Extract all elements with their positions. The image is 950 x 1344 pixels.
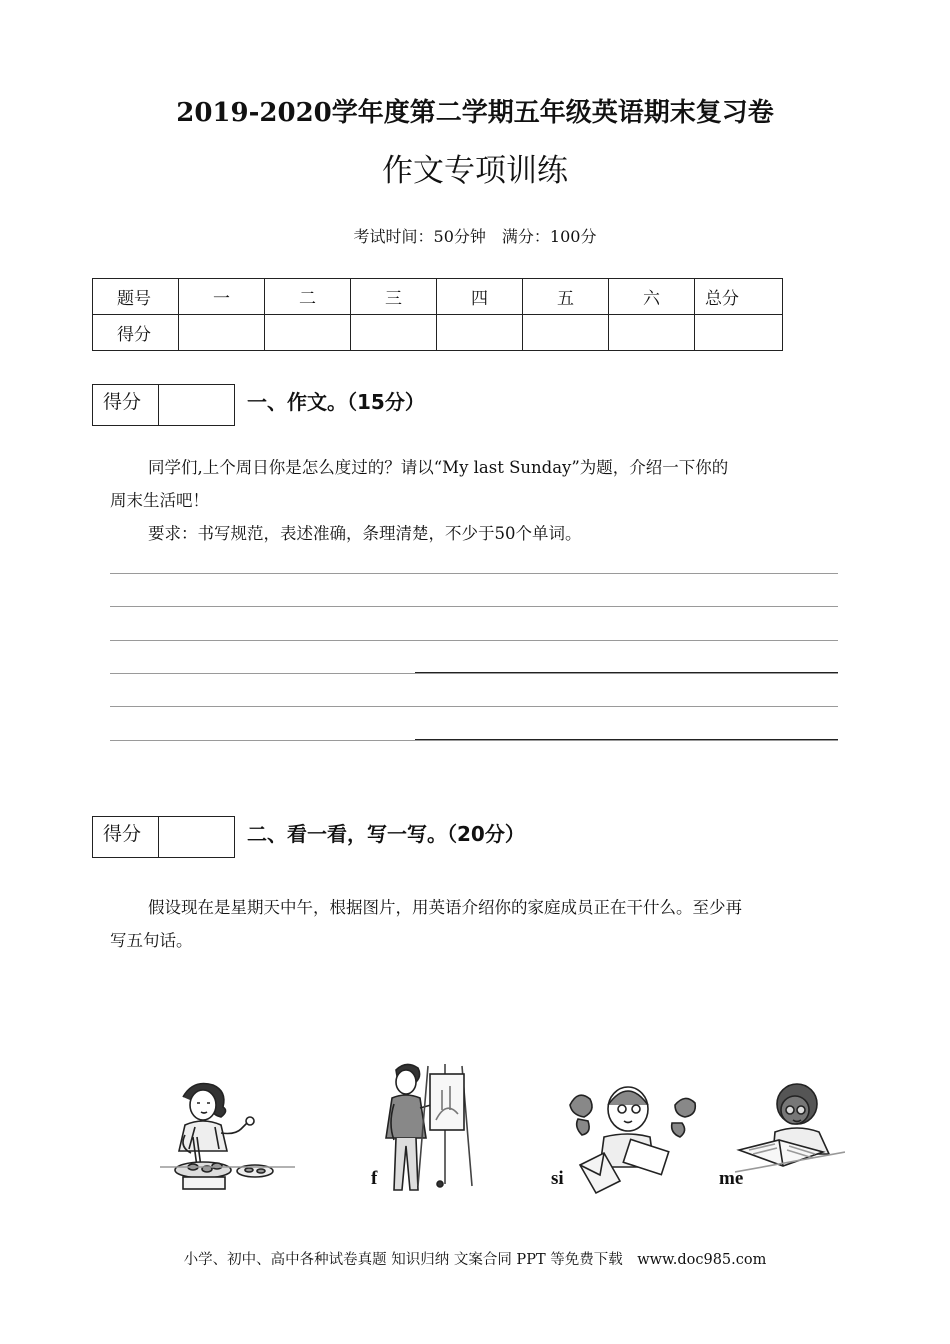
score-input-cell[interactable] (179, 315, 265, 351)
section2-score-field[interactable] (159, 817, 234, 857)
section1-score-field[interactable] (159, 385, 234, 425)
section1-prompt (110, 451, 840, 550)
section1-prompt-line1: 同学们,上个周日你是怎么度过的？请以“My last Sunday”为题，介绍一下你的 (148, 458, 729, 477)
score-table-cell: 五 (523, 279, 609, 315)
writing-line[interactable] (110, 706, 838, 707)
score-row-label: 得分 (93, 315, 179, 351)
document-title: 2019-2020学年度第二学期五年级英语期末复习卷 (176, 98, 774, 128)
father-painting-illustration (370, 1060, 480, 1200)
score-input-cell[interactable] (265, 315, 351, 351)
score-input-cell[interactable] (437, 315, 523, 351)
score-input-cell[interactable] (695, 315, 783, 351)
me-reading-illustration (735, 1080, 845, 1185)
section2-prompt (110, 891, 842, 957)
section1-prompt-line2: 周末生活吧！ (110, 491, 209, 510)
section2-score-label: 得分 (93, 817, 159, 857)
score-input-cell[interactable] (351, 315, 437, 351)
score-table-cell: 题号 (93, 279, 179, 315)
section1-score-box (92, 384, 235, 426)
score-table (92, 278, 783, 351)
picture-label-sister: si (551, 1168, 564, 1189)
writing-line[interactable] (110, 673, 838, 674)
score-table-cell: 一 (179, 279, 265, 315)
score-table-cell: 总分 (695, 279, 783, 315)
section2-score-box (92, 816, 235, 858)
score-table-score-row (93, 315, 783, 351)
score-table-cell: 四 (437, 279, 523, 315)
picture-label-father: f (371, 1168, 378, 1189)
sister-writing-letter-illustration (560, 1075, 705, 1200)
score-input-cell[interactable] (523, 315, 609, 351)
section2-heading: 二、看一看，写一写。（20分） (247, 822, 525, 846)
footer-text: 小学、初中、高中各种试卷真题 知识归纳 文案合同 PPT 等免费下载 www.doc985.com (183, 1252, 767, 1268)
writing-line[interactable] (110, 573, 838, 574)
score-table-header-row (93, 279, 783, 315)
score-table-cell: 六 (609, 279, 695, 315)
section2-prompt-line1: 假设现在是星期天中午，根据图片，用英语介绍你的家庭成员正在干什么。至少再 (148, 898, 742, 917)
writing-line[interactable] (110, 606, 838, 607)
exam-info: 考试时间：50分钟 满分：100分 (353, 227, 597, 246)
score-table-cell: 二 (265, 279, 351, 315)
document-subtitle: 作文专项训练 (382, 153, 568, 189)
section1-requirement: 要求：书写规范，表述准确，条理清楚，不少于50个单词。 (148, 524, 582, 543)
section1-heading: 一、作文。（15分） (247, 390, 425, 414)
section1-score-label: 得分 (93, 385, 159, 425)
writing-line-underline (415, 672, 838, 673)
picture-label-me: me (719, 1168, 744, 1189)
writing-line[interactable] (110, 740, 838, 741)
writing-line-underline (415, 739, 838, 740)
section2-prompt-line2: 写五句话。 (110, 931, 193, 950)
writing-line[interactable] (110, 640, 838, 641)
mother-cooking-illustration (155, 1075, 300, 1195)
score-table-cell: 三 (351, 279, 437, 315)
score-input-cell[interactable] (609, 315, 695, 351)
